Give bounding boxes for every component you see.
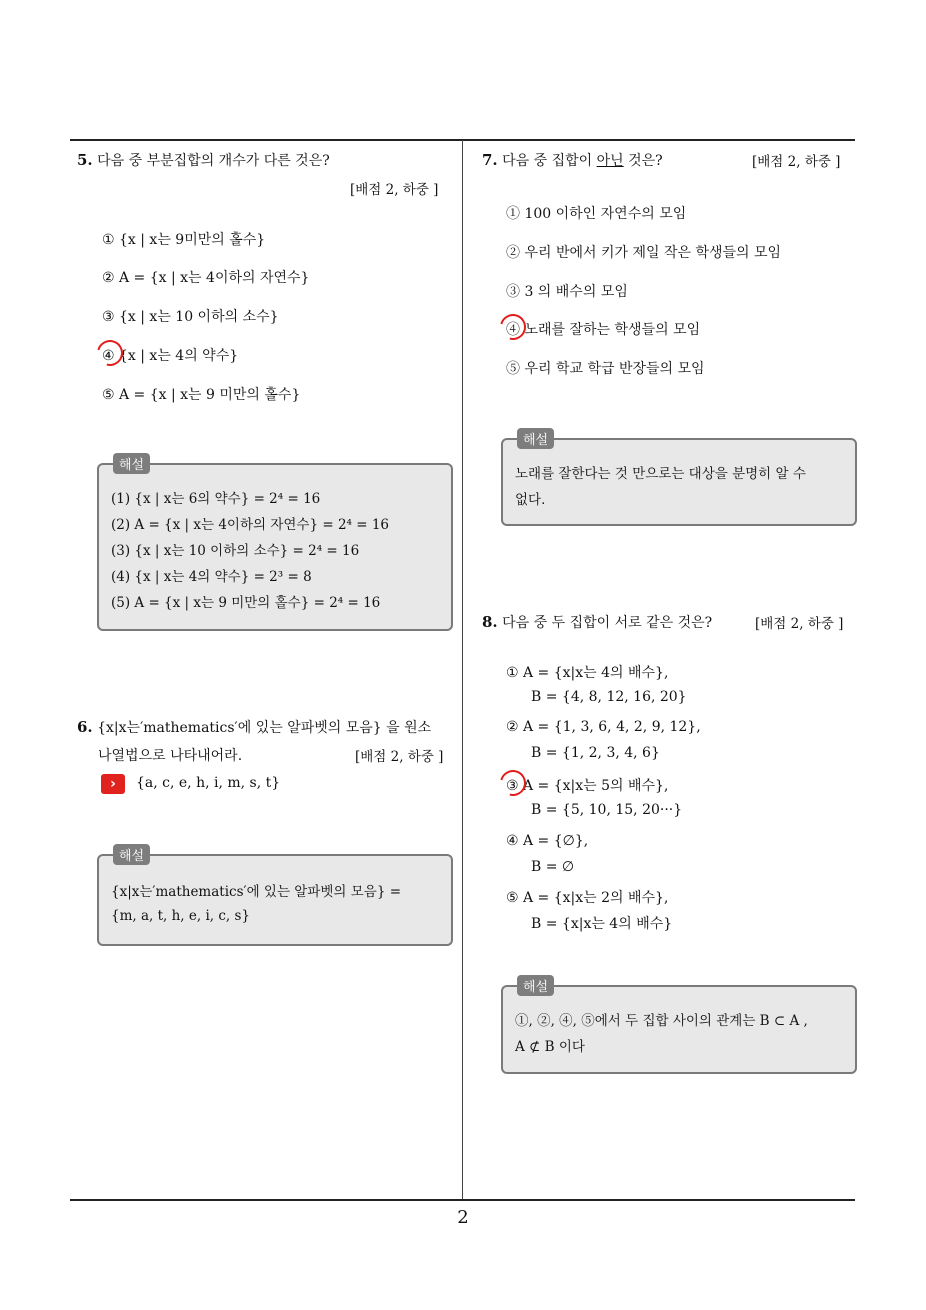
q5-solution-line: (2) A = {x | x는 4이하의 자연수} = 2⁴ = 16 xyxy=(111,517,390,533)
q6-text-2: 나열법으로 나타내어라. xyxy=(98,748,243,764)
q6-meta: [배점 2, 하중 ] xyxy=(355,749,444,765)
q8-solution-line: A ⊄ B 이다 xyxy=(515,1039,585,1055)
q6-solution-tag: 해설 xyxy=(113,844,150,865)
q7-number: 7. xyxy=(482,151,498,169)
q8-option-1[interactable]: ① A = {x|x는 4의 배수}, xyxy=(506,665,669,681)
q5-option-2[interactable]: ② A = {x | x는 4이하의 자연수} xyxy=(102,270,310,286)
q5-solution-line: (4) {x | x는 4의 약수} = 2³ = 8 xyxy=(111,569,312,585)
q8-option-1-b: B = {4, 8, 12, 16, 20} xyxy=(531,689,687,705)
q6-text-1: {x|x는′mathematics′에 있는 알파벳의 모음} 을 원소 xyxy=(97,720,432,736)
q6-answer: {a, c, e, h, i, m, s, t} xyxy=(136,775,281,791)
q8-option-5[interactable]: ⑤ A = {x|x는 2의 배수}, xyxy=(506,890,669,906)
q6-solution-line: {x|x는′mathematics′에 있는 알파벳의 모음} = xyxy=(111,884,402,900)
q8-option-3[interactable]: ③ A = {x|x는 5의 배수}, xyxy=(506,778,669,794)
bottom-rule xyxy=(70,1199,855,1201)
q5-solution-line: (5) A = {x | x는 9 미만의 홀수} = 2⁴ = 16 xyxy=(111,595,381,611)
q8-text: 다음 중 두 집합이 서로 같은 것은? xyxy=(502,615,713,631)
q5-option-5[interactable]: ⑤ A = {x | x는 9 미만의 홀수} xyxy=(102,387,301,403)
q5-solution-line: (3) {x | x는 10 이하의 소수} = 2⁴ = 16 xyxy=(111,543,360,559)
q7-text-pre: 다음 중 집합이 xyxy=(502,153,597,169)
q7-option-1[interactable]: ① 100 이하인 자연수의 모임 xyxy=(506,206,687,222)
answer-mark-icon xyxy=(495,765,531,801)
q8-meta: [배점 2, 하중 ] xyxy=(755,616,844,632)
q5-option-4[interactable]: ④ {x | x는 4의 약수} xyxy=(102,348,239,364)
q7-solution-line: 없다. xyxy=(515,492,546,508)
column-divider xyxy=(462,140,463,1200)
q7-option-4[interactable]: ④ 노래를 잘하는 학생들의 모임 xyxy=(506,322,701,338)
q8-option-2[interactable]: ② A = {1, 3, 6, 4, 2, 9, 12}, xyxy=(506,719,701,735)
q8-number: 8. xyxy=(482,613,498,631)
q5-solution-line: (1) {x | x는 6의 약수} = 2⁴ = 16 xyxy=(111,491,321,507)
q8-solution-tag: 해설 xyxy=(517,975,554,996)
q5-number: 5. xyxy=(77,151,93,169)
q8-solution-box xyxy=(501,980,857,1074)
q8-solution-line: ①, ②, ④, ⑤에서 두 집합 사이의 관계는 B ⊂ A , xyxy=(515,1013,808,1029)
q7-option-2[interactable]: ② 우리 반에서 키가 제일 작은 학생들의 모임 xyxy=(506,245,782,261)
q6-number: 6. xyxy=(77,718,93,736)
q8-option-4-b: B = ∅ xyxy=(531,859,575,875)
q7-stem xyxy=(482,150,663,170)
answer-mark-icon xyxy=(92,335,128,371)
q7-text-post: 것은? xyxy=(623,153,663,169)
q7-option-5[interactable]: ⑤ 우리 학교 학급 반장들의 모임 xyxy=(506,361,705,377)
q5-meta: [배점 2, 하중 ] xyxy=(350,182,439,198)
answer-mark-icon xyxy=(495,309,531,345)
q5-stem xyxy=(77,150,330,170)
q6-stem-line1 xyxy=(77,717,431,737)
q7-solution-line: 노래를 잘한다는 것 만으로는 대상을 분명히 알 수 xyxy=(515,466,806,482)
q6-solution-line: {m, a, t, h, e, i, c, s} xyxy=(111,908,251,924)
q7-option-3[interactable]: ③ 3 의 배수의 모임 xyxy=(506,284,628,300)
q7-solution-box xyxy=(501,433,857,526)
q7-text-underlined: 아닌 xyxy=(596,153,624,169)
arrow-right-icon: › xyxy=(101,774,125,794)
q8-option-2-b: B = {1, 2, 3, 4, 6} xyxy=(531,745,660,761)
q5-text: 다음 중 부분집합의 개수가 다른 것은? xyxy=(97,153,330,169)
q5-option-3[interactable]: ③ {x | x는 10 이하의 소수} xyxy=(102,309,279,325)
q7-solution-tag: 해설 xyxy=(517,428,554,449)
q6-solution-box xyxy=(97,849,453,946)
q8-option-4[interactable]: ④ A = {∅}, xyxy=(506,833,589,849)
q5-solution-box xyxy=(97,458,453,631)
q8-option-5-b: B = {x|x는 4의 배수} xyxy=(531,916,673,932)
q5-option-1[interactable]: ① {x | x는 9미만의 홀수} xyxy=(102,232,266,248)
q7-meta: [배점 2, 하중 ] xyxy=(752,154,841,170)
q5-solution-tag: 해설 xyxy=(113,453,150,474)
page-number: 2 xyxy=(457,1207,469,1228)
q8-stem xyxy=(482,612,712,632)
q8-option-3-b: B = {5, 10, 15, 20···} xyxy=(531,802,683,818)
